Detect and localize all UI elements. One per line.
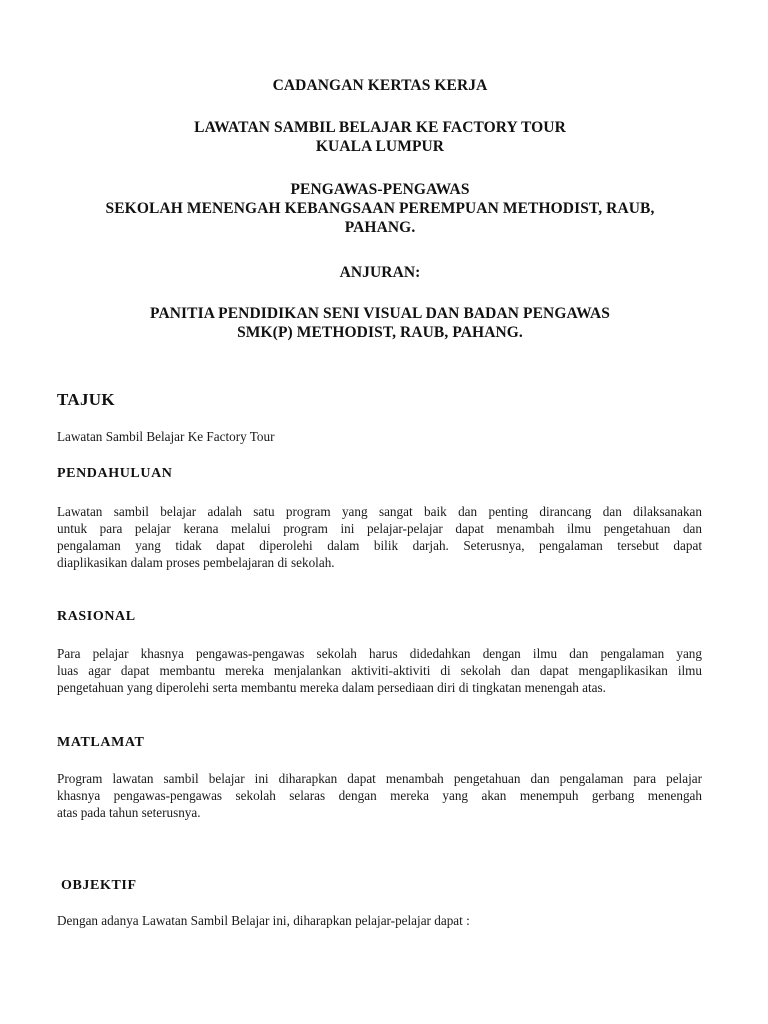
title-line: KUALA LUMPUR	[315, 138, 445, 155]
organizer-label	[40, 263, 720, 282]
paragraph-line: luas agar dapat membantu mereka menjalankan aktiviti-aktiviti di sekolah dan dapat mengaplikasikan ilmu	[57, 663, 702, 678]
matlamat-heading: MATLAMAT	[57, 735, 145, 750]
title-line: PAHANG.	[344, 219, 416, 236]
rasional-heading: RASIONAL	[57, 609, 136, 624]
title-line: SEKOLAH MENENGAH KEBANGSAAN PEREMPUAN METHODIST, RAUB,	[105, 200, 655, 217]
paragraph-line: Lawatan sambil belajar adalah satu program yang sangat baik dan penting dirancang dan dilaksanakan	[57, 504, 702, 519]
title-line: CADANGAN KERTAS KERJA	[272, 77, 488, 94]
title-line: PANITIA PENDIDIKAN SENI VISUAL DAN BADAN PENGAWAS	[150, 305, 610, 322]
paragraph-line: atas pada tahun seterusnya.	[57, 805, 201, 820]
objektif-heading: OBJEKTIF	[61, 878, 137, 893]
pendahuluan-paragraph	[57, 503, 702, 571]
matlamat-paragraph	[57, 770, 702, 821]
tajuk-heading: TAJUK	[57, 390, 115, 409]
tajuk-text: Lawatan Sambil Belajar Ke Factory Tour	[57, 429, 275, 444]
event-title	[40, 118, 720, 156]
pendahuluan-heading: PENDAHULUAN	[57, 466, 173, 481]
paragraph-line: pengalaman yang tidak dapat diperolehi dalam bilik darjah. Seterusnya, pengalaman tersebut dapat	[57, 538, 702, 553]
title-line: LAWATAN SAMBIL BELAJAR KE FACTORY TOUR	[194, 119, 566, 136]
document-title	[40, 76, 720, 95]
paragraph-line: pengetahuan yang diperolehi serta membantu mereka dalam persediaan diri di tingkatan menengah atas.	[57, 680, 606, 695]
paragraph-line: untuk para pelajar kerana melalui program ini pelajar-pelajar dapat menambah ilmu pengetahuan dan	[57, 521, 702, 536]
title-line: SMK(P) METHODIST, RAUB, PAHANG.	[237, 324, 523, 341]
paragraph-line: khasnya pengawas-pengawas sekolah selaras dengan mereka yang akan menempuh gerbang menengah	[57, 788, 702, 803]
rasional-paragraph	[57, 645, 702, 696]
objektif-text: Dengan adanya Lawatan Sambil Belajar ini, diharapkan pelajar-pelajar dapat :	[57, 913, 470, 928]
paragraph-line: diaplikasikan dalam proses pembelajaran di sekolah.	[57, 555, 335, 570]
title-line: PENGAWAS-PENGAWAS	[290, 181, 470, 198]
participants-title	[40, 180, 720, 237]
paragraph-line: Program lawatan sambil belajar ini diharapkan dapat menambah pengetahuan dan pengalaman para pelajar	[57, 771, 702, 786]
organizer-title	[40, 304, 720, 342]
paragraph-line: Para pelajar khasnya pengawas-pengawas sekolah harus didedahkan dengan ilmu dan pengalaman yang	[57, 646, 702, 661]
title-line: ANJURAN:	[339, 264, 421, 281]
